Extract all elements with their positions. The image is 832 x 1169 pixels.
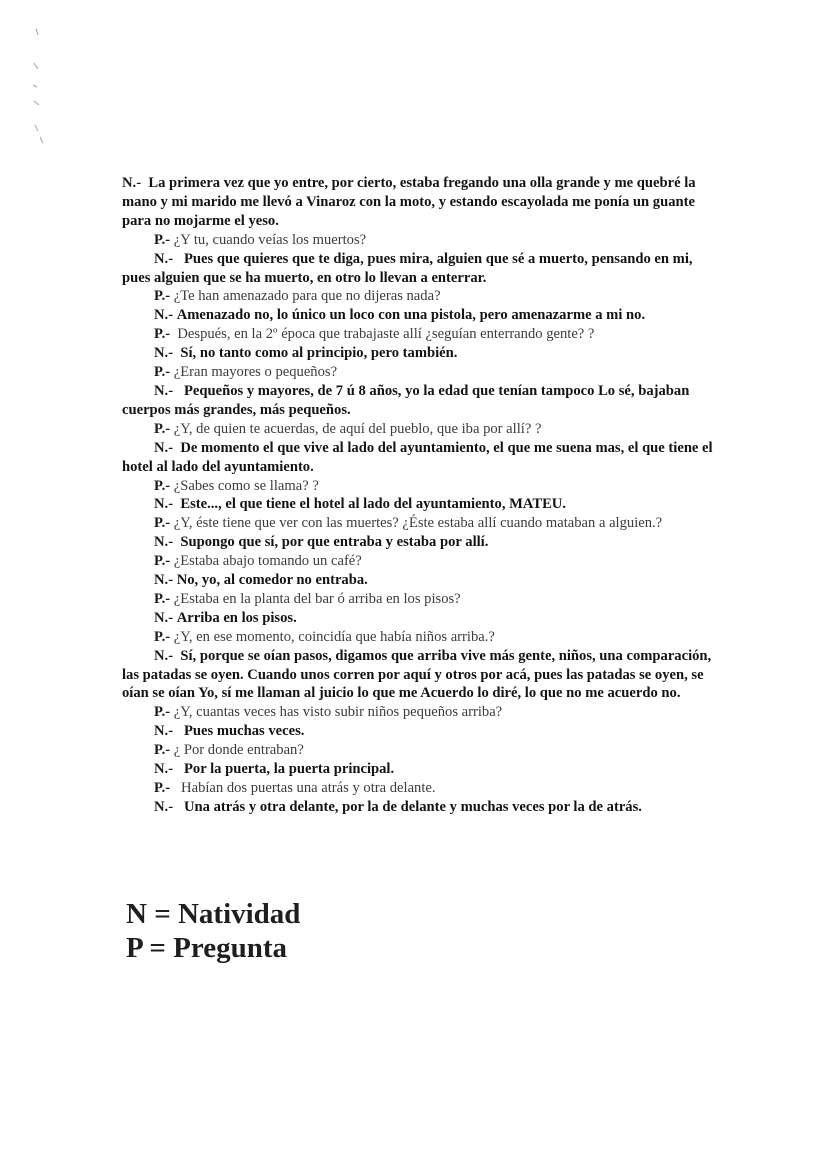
transcript-line: P.- Después, en la 2º época que trabajaste allí ¿seguían enterrando gente? ? — [154, 326, 595, 343]
transcript-line: N.- Supongo que sí, por que entraba y estaba por allí. — [154, 534, 489, 551]
scan-artifact-marks — [30, 25, 48, 175]
speaker-legend — [126, 897, 300, 965]
transcript-line: N.- Una atrás y otra delante, por la de delante y muchas veces por la de atrás. — [154, 798, 642, 815]
transcript-line: N.- Este..., el que tiene el hotel al lado del ayuntamiento, MATEU. — [154, 496, 566, 513]
interview-transcript — [122, 174, 722, 817]
transcript-line: N.- Amenazado no, lo único un loco con una pistola, pero amenazarme a mi no. — [154, 307, 646, 324]
transcript-line: N.- Sí, porque se oían pasos, digamos que arriba vive más gente, niños, una comparación, las patadas se oyen. Cuando unos corren por aquí y otros por acá, pues las patadas se oyen, se oían se oían Yo, sí me llaman al juicio lo que me Acuerdo lo diré, lo que no me acuerdo no. — [122, 647, 712, 702]
transcript-line: P.- ¿Sabes como se llama? ? — [154, 477, 319, 494]
legend-natividad: N = Natividad — [126, 898, 301, 930]
transcript-line: N.- De momento el que vive al lado del ayuntamiento, el que me suena mas, el que tiene el hotel al lado del ayuntamiento. — [122, 439, 713, 475]
transcript-line: P.- ¿Y tu, cuando veías los muertos? — [154, 231, 367, 248]
transcript-line: P.- Habían dos puertas una atrás y otra delante. — [154, 780, 436, 796]
transcript-line: P.- ¿ Por donde entraban? — [154, 742, 304, 759]
transcript-line: P.- ¿Y, en ese momento, coincidía que había niños arriba.? — [154, 628, 495, 645]
transcript-line: P.- ¿Estaba en la planta del bar ó arriba en los pisos? — [154, 590, 461, 607]
transcript-line: P.- ¿Estaba abajo tomando un café? — [154, 553, 362, 570]
transcript-line: N.- La primera vez que yo entre, por cierto, estaba fregando una olla grande y me quebré la mano y mi marido me llevó a Vinaroz con la moto, y estando escayolada me ponía un guante para no mojarme el yeso. — [122, 175, 696, 229]
transcript-line: P.- ¿Te han amenazado para que no dijeras nada? — [154, 288, 441, 305]
transcript-line: N.- No, yo, al comedor no entraba. — [154, 572, 368, 589]
transcript-line: N.- Pues muchas veces. — [154, 723, 305, 740]
transcript-line: N.- Por la puerta, la puerta principal. — [154, 761, 395, 778]
transcript-line: P.- ¿Y, cuantas veces has visto subir niños pequeños arriba? — [154, 704, 503, 721]
transcript-line: N.- Pues que quieres que te diga, pues mira, alguien que sé a muerto, pensando en mi, pues alguien que se ha muerto, en otro lo llevan a enterrar. — [122, 250, 693, 286]
transcript-line: P.- ¿Y, de quien te acuerdas, de aquí del pueblo, que iba por allí? ? — [154, 420, 542, 437]
transcript-line: P.- ¿Eran mayores o pequeños? — [154, 364, 338, 381]
transcript-line: N.- Arriba en los pisos. — [154, 609, 297, 626]
transcript-line: P.- ¿Y, éste tiene que ver con las muertes? ¿Éste estaba allí cuando mataban a alguien.? — [154, 515, 663, 532]
transcript-line: N.- Sí, no tanto como al principio, pero también. — [154, 345, 458, 362]
transcript-line: N.- Pequeños y mayores, de 7 ú 8 años, yo la edad que tenían tampoco Lo sé, bajaban cuerpos más grandes, más pequeños. — [122, 382, 690, 418]
legend-pregunta: P = Pregunta — [126, 932, 287, 964]
